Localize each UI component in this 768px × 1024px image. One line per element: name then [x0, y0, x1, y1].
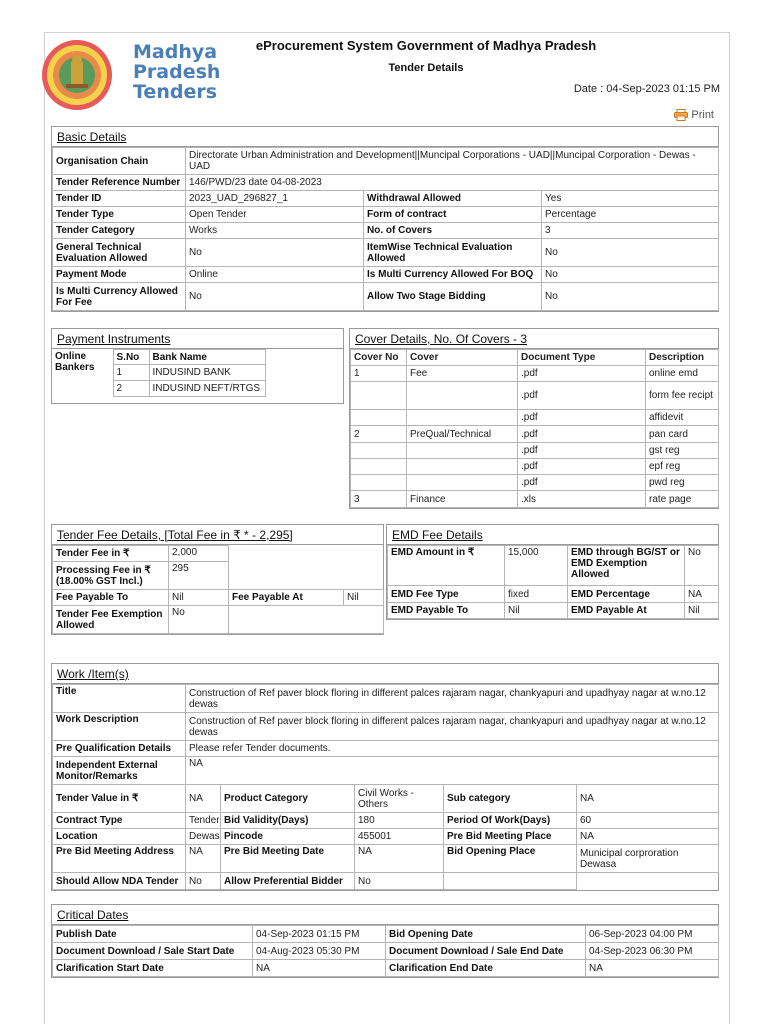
clarification-start-label: Clarification Start Date: [53, 960, 253, 977]
pincode-label: Pincode: [221, 829, 355, 845]
emd-percentage-label: EMD Percentage: [568, 586, 685, 603]
emd-amount-label: EMD Amount in ₹: [388, 546, 505, 586]
cover-col-desc: Description: [646, 350, 719, 366]
emd-payable-at-label: EMD Payable At: [568, 603, 685, 619]
gte-label: General Technical Evaluation Allowed: [53, 239, 186, 267]
report-date: Date : 04-Sep-2023 01:15 PM: [573, 83, 720, 95]
critical-dates-title: Critical Dates: [52, 905, 718, 925]
cover-name: [407, 382, 518, 410]
covers-count-label: No. of Covers: [364, 223, 542, 239]
page-title: eProcurement System Government of Madhya Pradesh: [255, 38, 597, 53]
work-items-section: [51, 663, 719, 891]
brand-line-3: Tenders: [133, 81, 218, 103]
tender-value-value: NA: [186, 785, 221, 813]
bank-name: INDUSIND BANK: [149, 365, 265, 381]
emd-amount-value: 15,000: [505, 546, 568, 586]
table-row: [351, 443, 719, 459]
tender-type-label: Tender Type: [53, 207, 186, 223]
fee-payable-to-value: Nil: [169, 590, 229, 606]
printer-icon: [674, 109, 688, 121]
work-period-label: Period Of Work(Days): [444, 813, 577, 829]
cover-details-section: [349, 328, 719, 509]
bid-opening-date-value: 06-Sep-2023 04:00 PM: [586, 926, 719, 943]
tender-ref-value: 146/PWD/23 date 04-08-2023: [186, 175, 719, 191]
work-title-value: Construction of Ref paver block floring in different palces rajaram nagar, chankyapuri and upadhyay nagar at w.no.12 dewas: [186, 685, 719, 713]
cover-doc-type: .xls: [518, 491, 646, 508]
cover-no: [351, 475, 407, 491]
tender-type-value: Open Tender: [186, 207, 364, 223]
emd-payable-at-value: Nil: [685, 603, 719, 619]
emd-payable-to-label: EMD Payable To: [388, 603, 505, 619]
cover-details-table: [350, 349, 719, 508]
table-row: [351, 491, 719, 508]
fee-exemption-label: Tender Fee Exemption Allowed: [53, 606, 169, 634]
cover-no: [351, 410, 407, 426]
tender-fee-table: [52, 545, 384, 634]
cover-description: pan card: [646, 426, 719, 443]
bid-validity-label: Bid Validity(Days): [221, 813, 355, 829]
table-row: [351, 382, 719, 410]
cover-name: [407, 459, 518, 475]
nda-value: No: [186, 873, 221, 890]
table-row: [351, 366, 719, 382]
cover-name: Finance: [407, 491, 518, 508]
boq-currency-value: No: [542, 267, 719, 283]
print-button[interactable]: [674, 109, 714, 121]
cover-doc-type: .pdf: [518, 459, 646, 475]
basic-details-title: Basic Details: [52, 127, 718, 147]
processing-fee-label: Processing Fee in ₹ (18.00% GST Incl.): [53, 562, 169, 590]
cover-doc-type: .pdf: [518, 382, 646, 410]
prebid-place-label: Pre Bid Meeting Place: [444, 829, 577, 845]
cover-doc-type: .pdf: [518, 475, 646, 491]
brand-line-1: Madhya: [133, 41, 218, 63]
sub-category-label: Sub category: [444, 785, 577, 813]
processing-fee-value: 295: [169, 562, 229, 590]
gte-value: No: [186, 239, 364, 267]
boq-currency-label: Is Multi Currency Allowed For BOQ: [364, 267, 542, 283]
emd-fee-type-label: EMD Fee Type: [388, 586, 505, 603]
emd-bg-label: EMD through BG/ST or EMD Exemption Allowed: [568, 546, 685, 586]
cover-col-cover: Cover: [407, 350, 518, 366]
bank-col-sno: S.No: [113, 350, 149, 365]
bank-sno: 1: [113, 365, 149, 381]
cover-no: [351, 443, 407, 459]
tender-category-label: Tender Category: [53, 223, 186, 239]
two-stage-value: No: [542, 283, 719, 311]
payment-mode-label: Payment Mode: [53, 267, 186, 283]
monitor-value: NA: [186, 757, 719, 785]
bid-opening-date-label: Bid Opening Date: [386, 926, 586, 943]
cover-description: pwd reg: [646, 475, 719, 491]
fee-payable-to-label: Fee Payable To: [53, 590, 169, 606]
cover-name: [407, 443, 518, 459]
cover-no: 1: [351, 366, 407, 382]
download-end-label: Document Download / Sale End Date: [386, 943, 586, 960]
org-chain-value: Directorate Urban Administration and Development||Muncipal Corporations - UAD||Muncipal Corporation - Dewas - UAD: [186, 148, 719, 175]
fee-payable-at-label: Fee Payable At: [229, 590, 344, 606]
critical-dates-table: [52, 925, 719, 977]
prebid-address-value: NA: [186, 845, 221, 873]
tender-fee-value: 2,000: [169, 546, 229, 562]
work-items-table: [52, 684, 719, 890]
emd-percentage-value: NA: [685, 586, 719, 603]
cover-no: [351, 382, 407, 410]
cover-no: 3: [351, 491, 407, 508]
covers-count-value: 3: [542, 223, 719, 239]
form-contract-label: Form of contract: [364, 207, 542, 223]
cover-details-title: Cover Details, No. Of Covers - 3: [350, 329, 718, 349]
download-end-value: 04-Sep-2023 06:30 PM: [586, 943, 719, 960]
table-row: [351, 459, 719, 475]
tender-category-value: Works: [186, 223, 364, 239]
cover-description: rate page: [646, 491, 719, 508]
cover-no: 2: [351, 426, 407, 443]
cover-col-doc: Document Type: [518, 350, 646, 366]
page-subtitle: Tender Details: [388, 62, 464, 74]
contract-type-label: Contract Type: [53, 813, 186, 829]
preferential-value: No: [355, 873, 444, 890]
product-category-label: Product Category: [221, 785, 355, 813]
download-start-label: Document Download / Sale Start Date: [53, 943, 253, 960]
cover-name: PreQual/Technical: [407, 426, 518, 443]
preferential-label: Allow Preferential Bidder: [221, 873, 355, 890]
emd-fee-title: EMD Fee Details: [387, 525, 718, 545]
fee-currency-value: No: [186, 283, 364, 311]
form-contract-value: Percentage: [542, 207, 719, 223]
fee-currency-label: Is Multi Currency Allowed For Fee: [53, 283, 186, 311]
emd-fee-section: [386, 524, 719, 620]
publish-date-value: 04-Sep-2023 01:15 PM: [253, 926, 386, 943]
clarification-end-label: Clarification End Date: [386, 960, 586, 977]
basic-details-section: [51, 126, 719, 312]
monitor-label: Independent External Monitor/Remarks: [53, 757, 186, 785]
table-row: [351, 475, 719, 491]
work-desc-label: Work Description: [53, 713, 186, 741]
clarification-end-value: NA: [586, 960, 719, 977]
cover-description: epf reg: [646, 459, 719, 475]
cover-name: [407, 475, 518, 491]
iwte-value: No: [542, 239, 719, 267]
tender-id-label: Tender ID: [53, 191, 186, 207]
work-desc-value: Construction of Ref paver block floring in different palces rajaram nagar, chankyapuri and upadhyay nagar at w.no.12 dewas: [186, 713, 719, 741]
prequal-label: Pre Qualification Details: [53, 741, 186, 757]
payment-mode-value: Online: [186, 267, 364, 283]
location-label: Location: [53, 829, 186, 845]
cover-description: gst reg: [646, 443, 719, 459]
bid-opening-place-value: Municipal corproration Dewasa: [577, 845, 719, 873]
tender-fee-title: Tender Fee Details, [Total Fee in ₹ * - 2,295]: [52, 525, 383, 545]
publish-date-label: Publish Date: [53, 926, 253, 943]
tender-value-label: Tender Value in ₹: [53, 785, 186, 813]
prebid-place-value: NA: [577, 829, 719, 845]
work-period-value: 60: [577, 813, 719, 829]
bank-col-name: Bank Name: [149, 350, 265, 365]
payment-instruments-table: [52, 349, 343, 403]
org-chain-label: Organisation Chain: [53, 148, 186, 175]
emd-fee-table: [387, 545, 719, 619]
iwte-label: ItemWise Technical Evaluation Allowed: [364, 239, 542, 267]
prebid-address-label: Pre Bid Meeting Address: [53, 845, 186, 873]
bank-name: INDUSIND NEFT/RTGS: [149, 381, 265, 397]
cover-description: online emd: [646, 366, 719, 382]
bid-validity-value: 180: [355, 813, 444, 829]
product-category-value: Civil Works - Others: [355, 785, 444, 813]
payment-instruments-title: Payment Instruments: [52, 329, 343, 349]
cover-no: [351, 459, 407, 475]
tender-fee-label: Tender Fee in ₹: [53, 546, 169, 562]
withdrawal-value: Yes: [542, 191, 719, 207]
cover-name: Fee: [407, 366, 518, 382]
fee-payable-at-value: Nil: [344, 590, 384, 606]
withdrawal-label: Withdrawal Allowed: [364, 191, 542, 207]
fee-exemption-value: No: [169, 606, 229, 634]
tender-id-value: 2023_UAD_296827_1: [186, 191, 364, 207]
table-row: [351, 426, 719, 443]
prequal-value: Please refer Tender documents.: [186, 741, 719, 757]
sub-category-value: NA: [577, 785, 719, 813]
state-emblem-seal: [40, 38, 114, 112]
clarification-start-value: NA: [253, 960, 386, 977]
print-label: Print: [691, 109, 714, 121]
work-items-title: Work /Item(s): [52, 664, 718, 684]
two-stage-label: Allow Two Stage Bidding: [364, 283, 542, 311]
cover-description: form fee recipt: [646, 382, 719, 410]
prebid-date-value: NA: [355, 845, 444, 873]
online-bankers-label: Online Bankers: [55, 350, 95, 373]
basic-details-table: [52, 147, 719, 311]
cover-doc-type: .pdf: [518, 366, 646, 382]
critical-dates-section: [51, 904, 719, 978]
bid-opening-place-label: Bid Opening Place: [444, 845, 577, 873]
pincode-value: 455001: [355, 829, 444, 845]
emd-fee-type-value: fixed: [505, 586, 568, 603]
cover-description: affidevit: [646, 410, 719, 426]
cover-doc-type: .pdf: [518, 443, 646, 459]
download-start-value: 04-Aug-2023 05:30 PM: [253, 943, 386, 960]
tender-fee-section: [51, 524, 384, 635]
payment-instruments-section: [51, 328, 344, 404]
prebid-date-label: Pre Bid Meeting Date: [221, 845, 355, 873]
work-title-label: Title: [53, 685, 186, 713]
cover-col-no: Cover No: [351, 350, 407, 366]
nda-label: Should Allow NDA Tender: [53, 873, 186, 890]
contract-type-value: Tender: [186, 813, 221, 829]
bank-sno: 2: [113, 381, 149, 397]
table-row: [351, 410, 719, 426]
tender-ref-label: Tender Reference Number: [53, 175, 186, 191]
emd-bg-value: No: [685, 546, 719, 586]
cover-doc-type: .pdf: [518, 410, 646, 426]
brand-line-2: Pradesh: [133, 61, 221, 83]
cover-name: [407, 410, 518, 426]
location-value: Dewas: [186, 829, 221, 845]
emd-payable-to-value: Nil: [505, 603, 568, 619]
cover-doc-type: .pdf: [518, 426, 646, 443]
